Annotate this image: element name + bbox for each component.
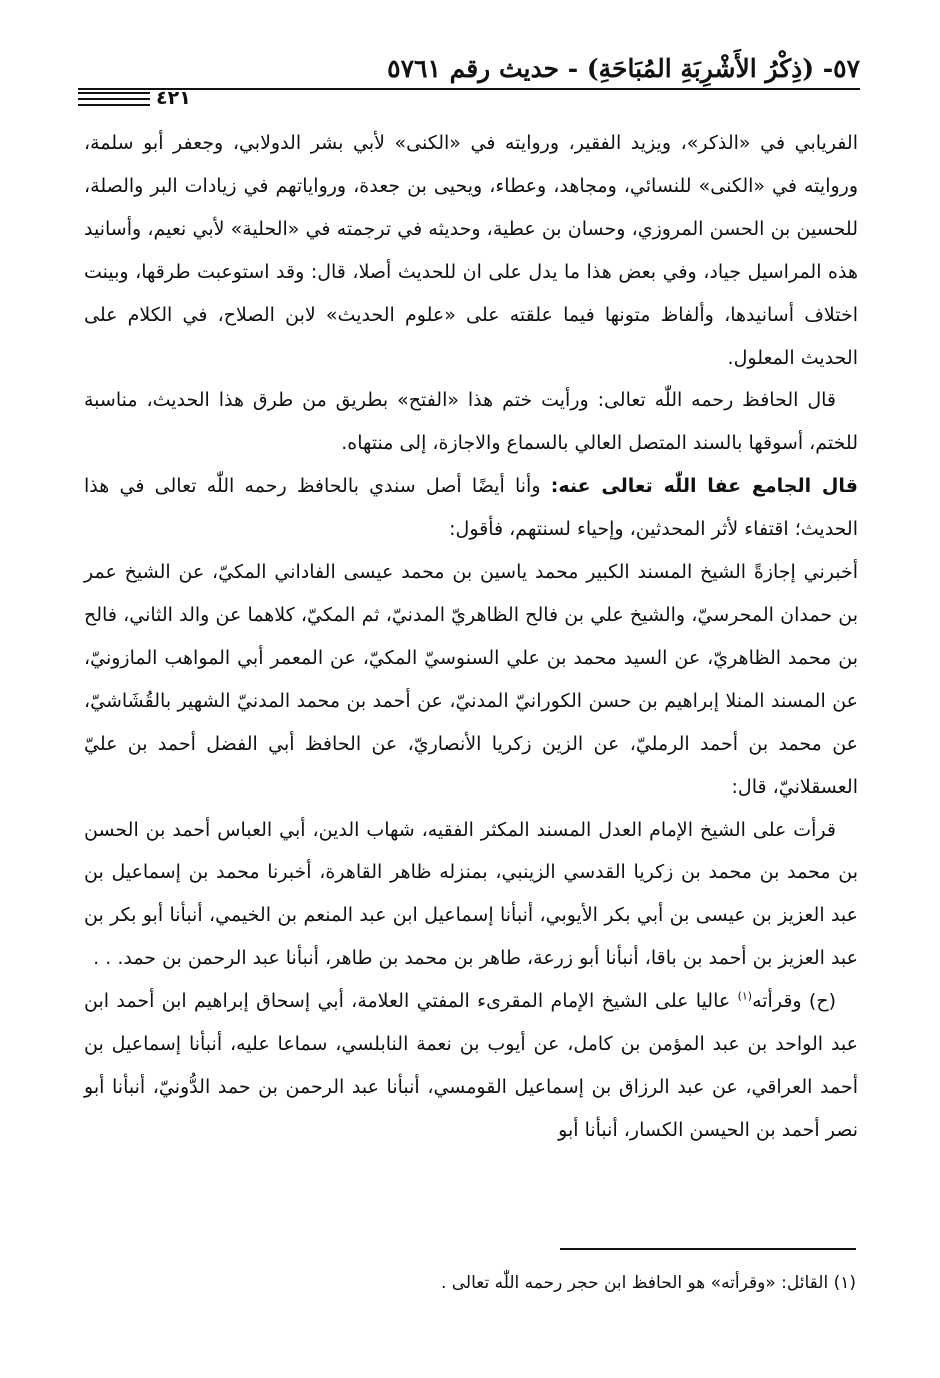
header-title: ٥٧- (ذِكْرُ الأَشْرِبَةِ المُبَاحَةِ) - حديث رقم ٥٧٦١ (387, 54, 860, 83)
paragraph-4-text: أخبرني إجازةً الشيخ المسند الكبير محمد ياسين بن محمد عيسى الفاداني المكيّ، عن الشيخ عمر بن حمدان المحرسيّ، والشيخ علي بن فالح الظاهريّ المدنيّ، ثم المكيّ، كلاهما عن والد الثاني، فالح بن محمد الظاهريّ، عن السيد محمد بن علي السنوسيّ المكيّ، عن المعمر أبي المواهب المازونيّ، عن المسند المنلا إبراهيم بن حسن الكورانيّ المدنيّ، عن أحمد بن محمد المدنيّ الشهير بالقُشَاشيّ، عن محمد بن أحمد الرمليّ، عن الزين زكريا الأنصاريّ، عن الحافظ أبي الفضل أحمد بن عليّ العسقلانيّ، قال: (84, 561, 858, 798)
paragraph-2 (84, 379, 858, 465)
paragraph-6 (84, 980, 858, 1152)
page-number-block (78, 87, 238, 110)
paragraph-3-lead: قال الجامع عفا اللّٰه تعالى عنه: (550, 475, 858, 498)
paragraph-4 (84, 551, 858, 808)
main-text (84, 122, 858, 1152)
footnote: (١) القائل: «وقرأته» هو الحافظ ابن حجر رحمه اللّٰه تعالى . (440, 1273, 856, 1293)
paragraph-3 (84, 465, 858, 551)
paragraph-2-text: قال الحافظ رحمه اللّٰه تعالى: ورأيت ختم هذا «الفتح» بطريق من طرق هذا الحديث، مناسبة للختم، أسوقها بالسند المتصل العالي بالسماع والاجازة، إلى منتهاه. (84, 389, 858, 455)
paragraph-1-text: الفريابي في «الذكر»، ويزيد الفقير، وروايته في «الكنى» لأبي بشر الدولابي، وجعفر أبو سلمة، وروايته في «الكنى» للنسائي، ومجاهد، وعطاء، ويحيى بن جعدة، ورواياتهم في زيادات البر والصلة، للحسين بن الحسن المروزي، وحسان بن عطية، وحديثه في ترجمته في «الحلية» لأبي نعيم، وأسانيد هذه المراسيل جياد، وفي بعض هذا ما يدل على ان للحديث أصلا، قال: وقد استوعبت طرقها، وبينت اختلاف أسانيدها، وألفاظ متونها فيما علقته على «علوم الحديث» لابن الصلاح، في الكلام على الحديث المعلول. (84, 132, 858, 369)
paragraph-5 (84, 809, 858, 981)
paragraph-3-text: وأنا أيضًا أصل سندي بالحافظ رحمه اللّٰه تعالى في هذا الحديث؛ اقتفاء لأثر المحدثين، وإحياء لسنتهم، فأقول: (84, 475, 858, 541)
page-number-rule-middle (78, 98, 150, 100)
footnote-separator (560, 1248, 856, 1250)
paragraph-1 (84, 122, 858, 379)
paragraph-6-start: (ح) وقرأته (752, 990, 836, 1013)
page-number-rule-top (78, 92, 150, 94)
page-number: ٤٢١ (156, 87, 191, 109)
running-header (78, 52, 860, 90)
paragraph-6-text: عاليا على الشيخ الإمام المقرىء المفتي العلامة، أبي إسحاق إبراهيم ابن أحمد ابن عبد الواحد بن عبد المؤمن بن كامل، عن أيوب بن نعمة النابلسي، سماعا عليه، أنبأنا إسماعيل بن أحمد العراقي، عن عبد الرزاق بن إسماعيل القومسي، أنبأنا عبد الرحمن بن حمد الدُّونيّ، أنبأنا أبو نصر أحمد بن الحيسن الكسار، أنبأنا أبو (84, 990, 858, 1141)
footnote-reference: (١) (737, 989, 753, 1003)
page-number-rule-bottom (78, 104, 150, 106)
paragraph-5-text: قرأت على الشيخ الإمام العدل المسند المكثر الفقيه، شهاب الدين، أبي العباس أحمد بن الحسن بن محمد بن محمد بن زكريا القدسي الزينبي، بمنزله ظاهر القاهرة، أخبرنا محمد بن إسماعيل بن عبد العزيز بن عيسى بن أبي بكر الأيوبي، أنبأنا إسماعيل ابن عبد المنعم بن الخيمي، أنبأنا أبو بكر بن عبد العزيز بن أحمد بن باقا، أنبأنا أبو زرعة، طاهر بن محمد بن طاهر، أنبأنا عبد الرحمن بن حمد. . . (84, 818, 858, 970)
